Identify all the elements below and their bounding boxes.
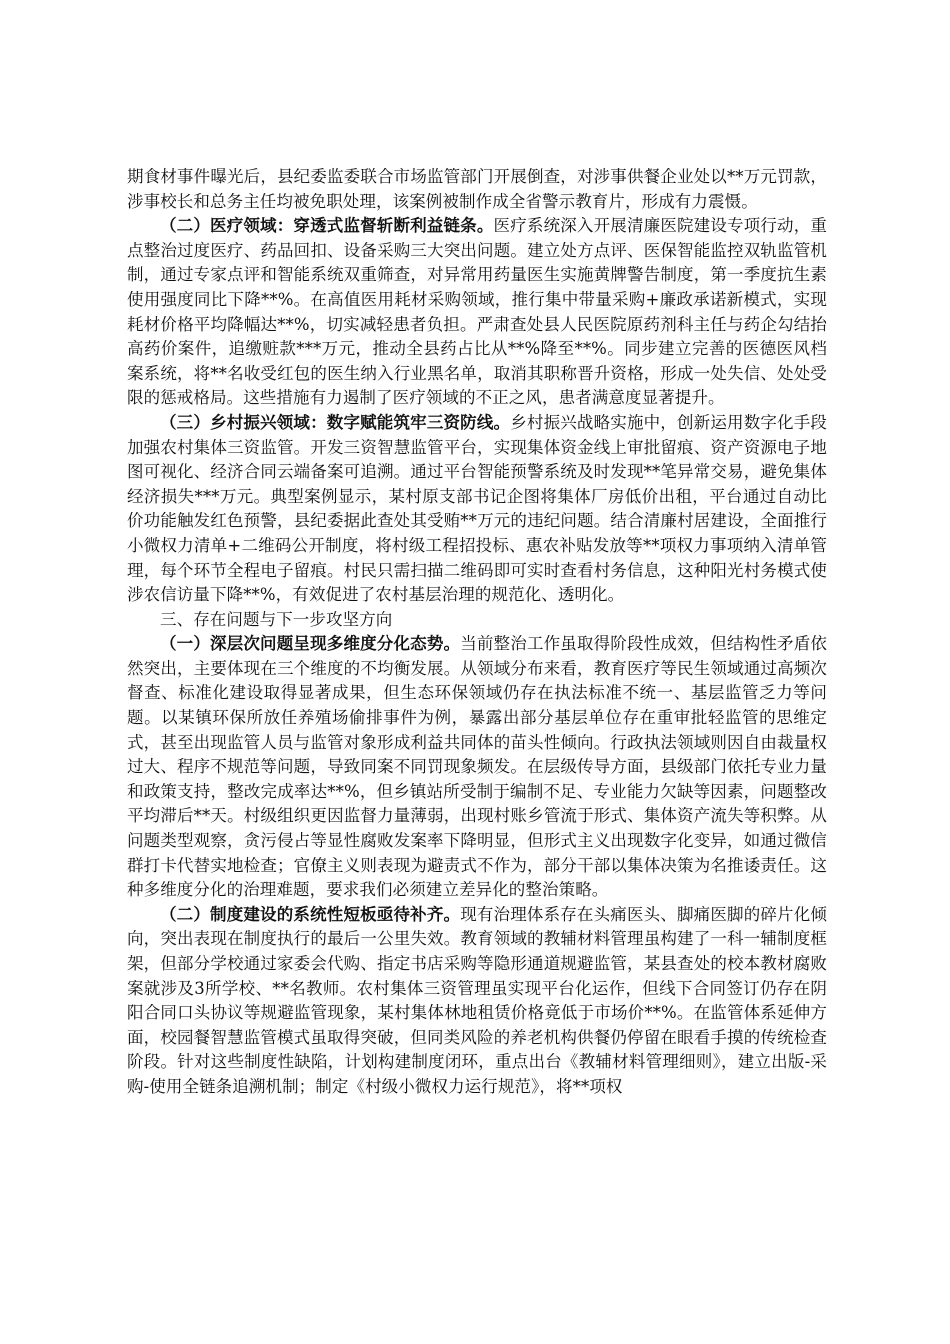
paragraph-medical bbox=[127, 214, 827, 411]
subheading-medical: （二）医疗领域：穿透式监督斩断利益链条。 bbox=[160, 216, 494, 236]
paragraph-rural bbox=[127, 411, 827, 608]
subheading-deep-problems: （一）深层次问题呈现多维度分化态势。 bbox=[160, 634, 461, 654]
subheading-system-gaps: （二）制度建设的系统性短板亟待补齐。 bbox=[160, 904, 461, 924]
subheading-rural: （三）乡村振兴领域：数字赋能筑牢三资防线。 bbox=[160, 412, 511, 432]
paragraph-system-gaps bbox=[127, 903, 827, 1100]
paragraph-deep-problems-body: 当前整治工作虽取得阶段性成效，但结构性矛盾依然突出，主要体现在三个维度的不均衡发展。从领域分布来看，教育医疗等民生领域通过高频次督查、标准化建设取得显著成果，但生态环保领域仍存在执法标准不统一、基层监管乏力等问题。以某镇环保所放任养殖场偷排事件为例，暴露出部分基层单位存在重审批轻监管的思维定式，甚至出现监管人员与监管对象形成利益共同体的苗头性倾向。行政执法领域则因自由裁量权过大、程序不规范等问题，导致同案不同罚现象频发。在层级传导方面，县级部门依托专业力量和政策支持，整改完成率达**%，但乡镇站所受制于编制不足、专业能力欠缺等因素，问题整改平均滞后**天。村级组织更因监督力量薄弱，出现村账乡管流于形式、集体资产流失等积弊。从问题类型观察，贪污侵占等显性腐败发案率下降明显，但形式主义出现数字化变异，如通过微信群打卡代替实地检查；官僚主义则表现为避责式不作为，部分干部以集体决策为名推诿责任。这种多维度分化的治理难题，要求我们必须建立差异化的整治策略。 bbox=[127, 634, 827, 900]
paragraph-rural-body: 乡村振兴战略实施中，创新运用数字化手段加强农村集体三资监管。开发三资智慧监管平台，实现集体资金线上审批留痕、资产资源电子地图可视化、经济合同云端备案可追溯。通过平台智能预警系统及时发现**笔异常交易，避免集体经济损失***万元。典型案例显示，某村原支部书记企图将集体厂房低价出租，平台通过自动比价功能触发红色预警，县纪委据此查处其受贿**万元的违纪问题。结合清廉村居建设，全面推行小微权力清单+二维码公开制度，将村级工程招投标、惠农补贴发放等**项权力事项纳入清单管理，每个环节全程电子留痕。村民只需扫描二维码即可实时查看村务信息，这种阳光村务模式使涉农信访量下降**%，有效促进了农村基层治理的规范化、透明化。 bbox=[127, 412, 827, 605]
paragraph-system-gaps-body: 现有治理体系存在头痛医头、脚痛医脚的碎片化倾向，突出表现在制度执行的最后一公里失效。教育领域的教辅材料管理虽构建了一科一辅制度框架，但部分学校通过家委会代购、指定书店采购等隐形通道规避监管，某县查处的校本教材腐败案就涉及3所学校、**名教师。农村集体三资管理虽实现平台化运作，但线下合同签订仍存在阴阳合同口头协议等规避监管现象，某村集体林地租赁价格竟低于市场价**%。在监管体系延伸方面，校园餐智慧监管模式虽取得突破，但同类风险的养老机构供餐仍停留在眼看手摸的传统检查阶段。针对这些制度性缺陷，计划构建制度闭环，重点出台《教辅材料管理细则》，建立出版-采购-使用全链条追溯机制；制定《村级小微权力运行规范》，将**项权 bbox=[127, 904, 827, 1096]
paragraph-medical-body: 医疗系统深入开展清廉医院建设专项行动，重点整治过度医疗、药品回扣、设备采购三大突出问题。建立处方点评、医保智能监控双轨监管机制，通过专家点评和智能系统双重筛查，对异常用药量医生实施黄牌警告制度，第一季度抗生素使用强度同比下降**%。在高值医用耗材采购领域，推行集中带量采购+廉政承诺新模式，实现耗材价格平均降幅达**%，切实减轻患者负担。严肃查处县人民医院原药剂科主任与药企勾结抬高药价案件，追缴赃款***万元，推动全县药占比从**%降至**%。同步建立完善的医德医风档案系统，将**名收受红包的医生纳入行业黑名单，取消其职称晋升资格，形成一处失信、处处受限的惩戒格局。这些措施有力遏制了医疗领域的不正之风，患者满意度显著提升。 bbox=[127, 216, 828, 408]
paragraph-deep-problems bbox=[127, 632, 827, 903]
document-page bbox=[127, 165, 827, 1100]
paragraph-continuation: 期食材事件曝光后，县纪委监委联合市场监管部门开展倒查，对涉事供餐企业处以**万元罚款，涉事校长和总务主任均被免职处理，该案例被制作成全省警示教育片，形成有力震慑。 bbox=[127, 167, 827, 211]
section-title-problems: 三、存在问题与下一步攻坚方向 bbox=[160, 609, 393, 629]
